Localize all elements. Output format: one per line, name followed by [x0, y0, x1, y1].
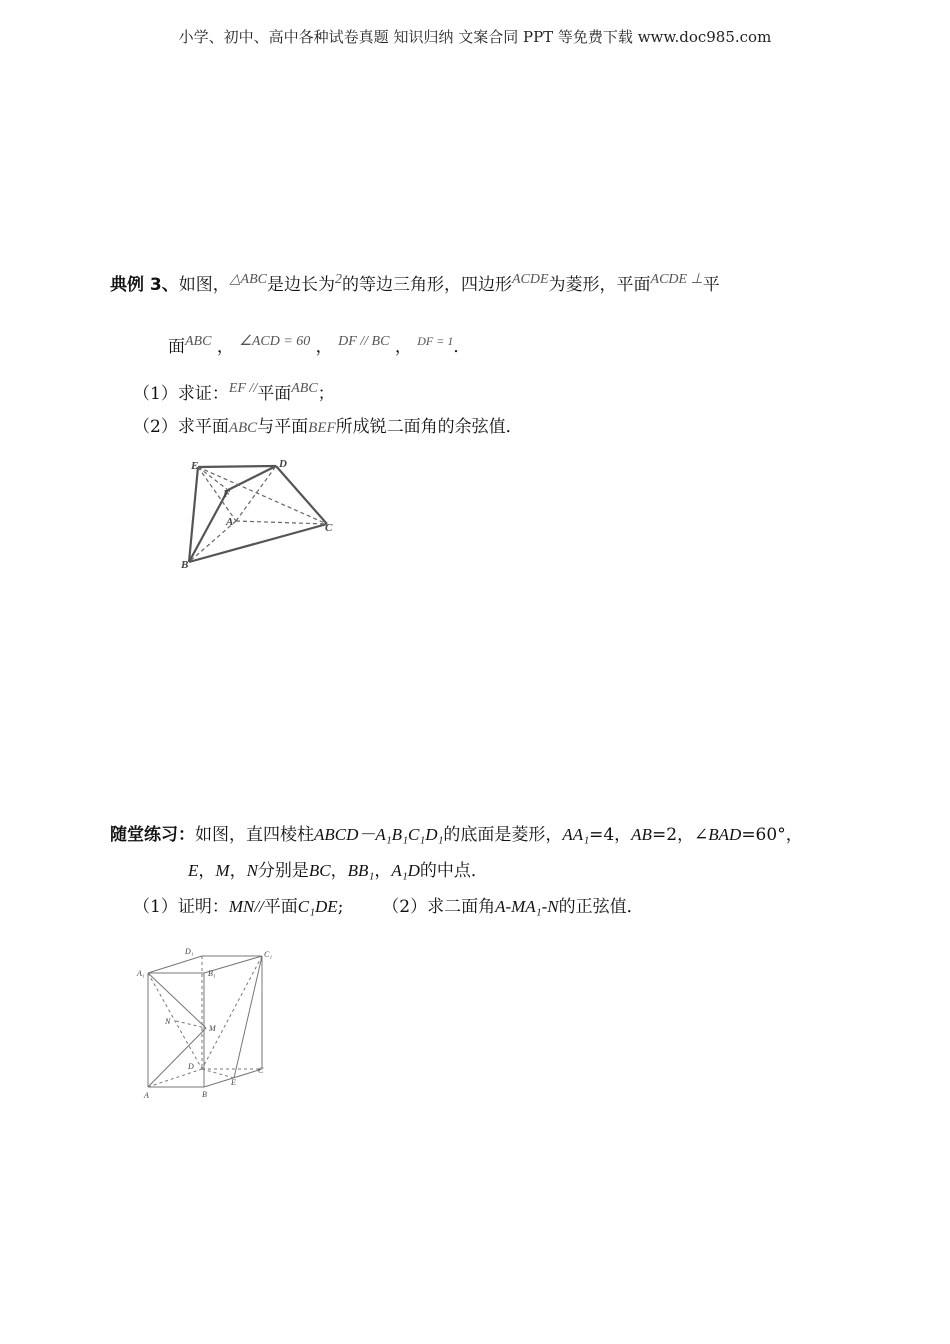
figure-label-D: D: [188, 1062, 194, 1071]
text: 的等边三角形，四边形: [341, 275, 512, 295]
math: DF // BC: [338, 334, 390, 349]
text: ，: [394, 337, 412, 357]
figure-label-F: F: [223, 488, 231, 500]
text: 为菱形，平面: [548, 275, 651, 295]
practice-figure: [130, 940, 280, 1105]
text: 是边长为: [266, 275, 335, 295]
text: ，: [229, 861, 247, 881]
math: BB₁: [347, 861, 375, 880]
text: （1）证明：: [133, 897, 229, 917]
figure-label-M: M: [209, 1024, 216, 1033]
math: N: [246, 861, 258, 880]
example3-label: 典例 3、: [110, 275, 179, 295]
figure-label-B: B: [202, 1090, 207, 1099]
math: ABC: [291, 381, 318, 396]
figure-label-C1: C₁: [264, 950, 273, 959]
math: △ABC: [229, 272, 267, 287]
text: =2，∠: [651, 825, 709, 845]
math: A₁D: [391, 861, 420, 880]
text: （2）求二面角: [382, 897, 496, 917]
text: 所成锐二面角的余弦值．: [335, 417, 523, 437]
math: ∠ACD = 60: [239, 334, 311, 349]
figure-label-E: E: [231, 1078, 236, 1087]
math: BAD: [708, 825, 742, 844]
text: （1）求证：: [133, 384, 229, 404]
text: 分别是: [257, 861, 309, 881]
math: A-MA₁-N: [495, 897, 559, 916]
text: ，: [216, 337, 234, 357]
practice-questions: [133, 896, 644, 918]
math: AA₁: [562, 825, 590, 844]
math: MN//: [228, 897, 264, 916]
example3-q1: [133, 383, 335, 407]
example3-q2: [133, 416, 523, 439]
math: C₁DE: [297, 897, 338, 916]
math: BEF: [308, 420, 336, 436]
math: ABCD－A₁B₁C₁D₁: [314, 825, 444, 844]
math: BC: [308, 861, 331, 880]
text: 如图，: [178, 275, 230, 295]
figure-label-A: A: [226, 516, 234, 528]
text: 与平面: [257, 417, 309, 437]
figure-label-A: A: [144, 1091, 149, 1100]
text: ;: [337, 897, 344, 917]
text: ，: [198, 861, 216, 881]
figure-label-D: D: [279, 458, 287, 470]
text: 的正弦值．: [558, 897, 644, 917]
math: M: [215, 861, 230, 880]
figure-label-A1: A₁: [137, 969, 145, 978]
practice-line1: [110, 824, 803, 846]
example3-line1: [110, 274, 720, 298]
figure-label-E: E: [191, 460, 199, 472]
text: 面: [168, 337, 185, 357]
math: E: [188, 861, 199, 880]
text: 的中点．: [419, 861, 488, 881]
figure-label-D1: D₁: [185, 947, 194, 956]
math: ACDE ⊥: [650, 272, 703, 287]
figure-label-C: C: [325, 522, 333, 534]
math: EF //: [228, 381, 258, 396]
text: =60°，: [741, 825, 803, 845]
text: ．: [453, 337, 471, 357]
practice-label: 随堂练习：: [110, 825, 195, 845]
text: ，: [315, 337, 333, 357]
text: =4，: [589, 825, 632, 845]
text: ，: [330, 861, 348, 881]
text: ，: [374, 861, 392, 881]
example3-line2: [168, 336, 470, 360]
math: ABC: [185, 334, 212, 349]
figure-label-N: N: [165, 1017, 171, 1026]
math: DF = 1: [417, 334, 454, 348]
math: ABC: [228, 420, 258, 436]
math: 2: [334, 272, 342, 287]
figure-label-B1: B₁: [208, 969, 216, 978]
text: （2）求平面: [133, 417, 229, 437]
figure-label-B: B: [181, 559, 189, 571]
text: 平面: [263, 897, 298, 917]
text: ；: [317, 384, 335, 404]
math: ACDE: [511, 272, 549, 287]
text: 的底面是菱形，: [443, 825, 563, 845]
example3-figure: [175, 452, 345, 572]
text: 平面: [257, 384, 292, 404]
math: AB: [631, 825, 652, 844]
page-header: 小学、初中、高中各种试卷真题 知识归纳 文案合同 PPT 等免费下载 www.doc985.com: [178, 28, 772, 46]
figure-label-C: C: [258, 1066, 264, 1075]
text: 如图，直四棱柱: [195, 825, 314, 845]
practice-line2: [188, 860, 488, 882]
text: 平: [702, 275, 720, 295]
